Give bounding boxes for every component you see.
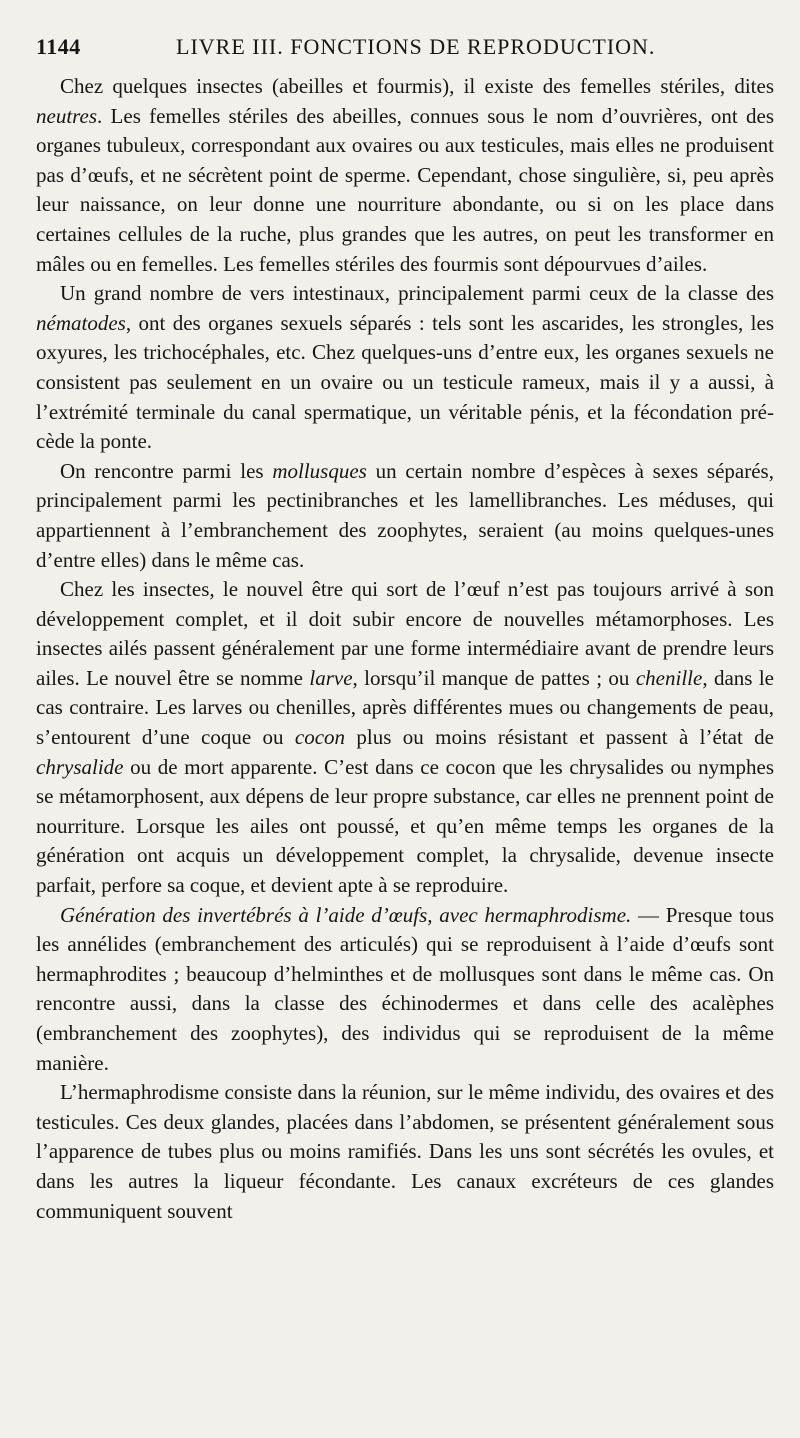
text-segment: , dans le cas contraire. Les larves ou chenilles, après différentes mues ou changements de peau, s’entourent d’une coque ou — [36, 665, 775, 750]
italic-term: neutres — [36, 103, 98, 128]
paragraph-insect-metamorphosis — [36, 575, 774, 901]
body-text — [36, 72, 774, 1226]
italic-term: nématodes — [36, 310, 126, 335]
text-segment: Un grand nombre de vers intestinaux, principalement parmi ceux de la classe des — [60, 281, 774, 306]
text-segment: — Presque tous les annélides (embranchement des articulés) qui se reproduisent à l’aide d’œufs sont hermaphrodites ; beaucoup d’helminthes et de mollusques sont dans le même cas. On rencontre aussi, dans la classe des échinodermes et dans celle des acalèphes (embranchement des zoophytes), des individus qui se reproduisent de la même manière. — [36, 902, 775, 1075]
paragraph-heading: Génération des invertébrés à l’aide d’œufs, avec hermaphrodisme. — [60, 902, 632, 927]
page-number: 1144 — [36, 34, 81, 59]
text-segment: ou de mort apparente. C’est dans ce cocon que les chrysalides ou nymphes se métamorphosent, aux dépens de leur propre substance, car elles ne prennent point de nourriture. Lorsque les ailes ont poussé, et qu’en même temps les organes de la génération ont acquis un développement complet, la chrysalide, devenue insecte parfait, perfore sa coque, et devient apte à se reproduire. — [36, 754, 774, 898]
italic-term: cocon — [294, 725, 346, 750]
paragraph-hermaphroditic-generation — [36, 901, 774, 1079]
paragraph-hermaphrodism-definition — [36, 1078, 774, 1226]
italic-term: mollusques — [272, 458, 367, 483]
text-segment: . Les femelles stériles des abeilles, connues sous le nom d’ouvrières, ont des organes tubuleux, correspondant aux ovaires ou aux testicules, mais elles ne produisent pas d’œufs, et ne sécrètent point de sperme. Cependant, chose singulière, si, peu après leur naissance, on leur donne une nourriture abondante, ou si on les place dans certaines cellules de la ruche, plus grandes que les autres, on peut les transformer en mâles ou en femelles. Les femelles stériles des fourmis sont dépourvues d’ailes. — [36, 103, 774, 276]
paragraph-molluscs — [36, 457, 774, 575]
text-segment: plus ou moins résistant et passent à l’état de — [345, 725, 774, 750]
text-segment: L’hermaphrodisme consiste dans la réunion, sur le même individu, des ovaires et des testicules. Ces deux glandes, placées dans l’abdomen, se présentent généralement sous l’apparence de tubes plus ou moins ramifiés. Dans les uns sont sécrétés les ovules, et dans les autres la liqueur fécondante. Les canaux excréteurs de ces glandes communiquent souvent — [36, 1080, 774, 1223]
italic-term: chenille — [635, 665, 703, 690]
text-segment: , ont des organes sexuels séparés : tels sont les ascarides, les strongles, les oxyures, les trichocéphales, etc. Chez quelques-uns d’entre eux, les organes sexuels ne consistent pas seulement en un ovaire ou un testicule rameux, mais il y a aussi, à l’extrémité terminale du canal spermatique, un véritable pénis, et la fécondation précède la ponte. — [36, 310, 774, 454]
text-segment: On rencontre parmi les — [60, 458, 273, 483]
running-title: LIVRE III. FONCTIONS DE REPRODUCTION. — [176, 34, 656, 59]
paragraph-neutral-insects — [36, 72, 774, 279]
text-segment: Chez les insectes, le nouvel être qui sort de l’œuf n’est pas toujours arrivé à son développement complet, et il doit subir encore de nouvelles métamorphoses. Les insectes ailés passent généralement par une forme intermédiaire avant de prendre leurs ailes. Le nouvel être se nomme — [36, 577, 774, 690]
page-header — [36, 34, 776, 62]
italic-term: larve — [309, 665, 353, 690]
text-segment: Chez quelques insectes (abeilles et fourmis), il existe des femelles stériles, dites — [60, 74, 774, 98]
text-segment: un certain nombre d’espèces à sexes séparés, principalement parmi les pectinibranches et les lamellibranches. Les méduses, qui appartiennent à l’embranchement des zoophytes, seraient (au moins quelques-unes d’entre elles) dans le même cas. — [36, 458, 774, 572]
text-segment: , lorsqu’il manque de pattes ; ou — [352, 665, 636, 690]
paragraph-intestinal-worms — [36, 279, 774, 457]
italic-term: chrysalide — [36, 754, 124, 779]
